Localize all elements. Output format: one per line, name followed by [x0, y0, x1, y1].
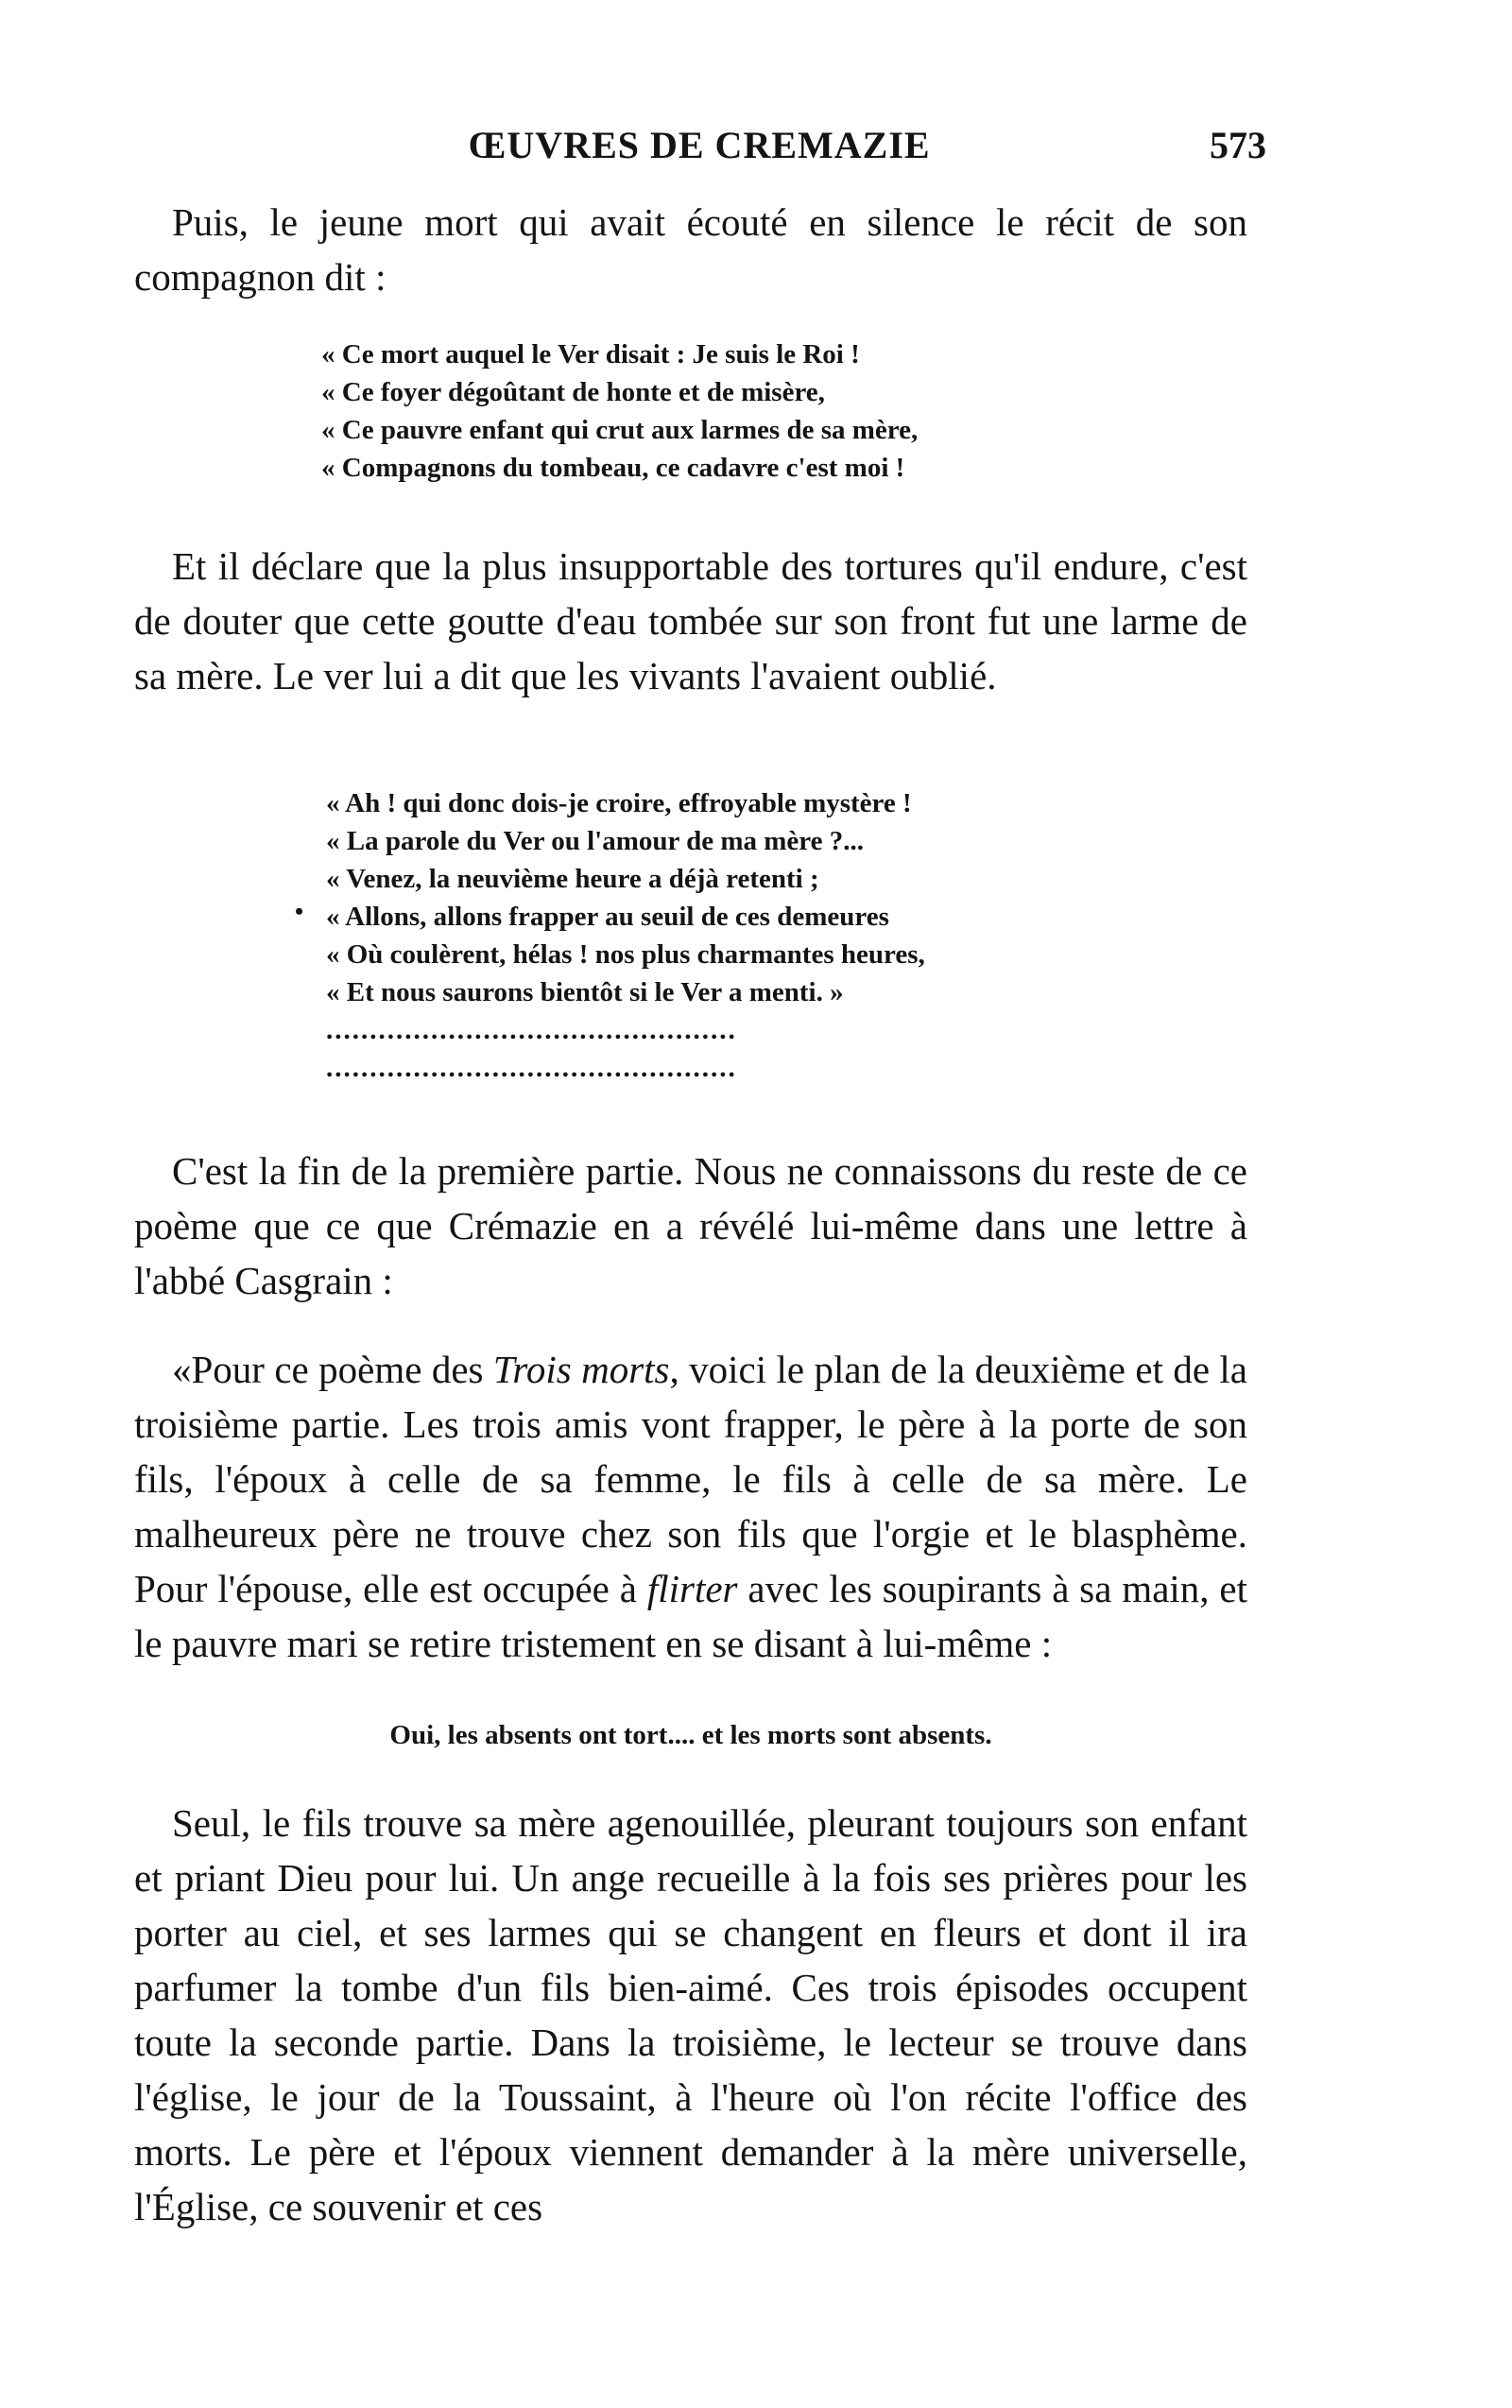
verse-line: « Allons, allons frapper au seuil de ces demeures: [326, 902, 889, 932]
running-title: ŒUVRES DE CREMAZIE: [468, 124, 931, 166]
paragraph-1: Puis, le jeune mort qui avait écouté en silence le récit de son compagnon dit :: [134, 200, 1247, 299]
verse-line: « Ah ! qui donc dois-je croire, effroyable mystère !: [326, 788, 912, 818]
ellipsis-line: ...............................................: [326, 1053, 737, 1083]
paragraph-2: Et il déclare que la plus insupportable des tortures qu'il endure, c'est de douter que cette goutte d'eau tombée sur son front fut une larme de sa mère. Le ver lui a dit que les vivants l'avaient oublié.: [134, 544, 1247, 697]
italic-title: Trois morts: [492, 1348, 670, 1391]
verse-line: « Où coulèrent, hélas ! nos plus charmantes heures,: [326, 939, 925, 970]
verse-line: « Compagnons du tombeau, ce cadavre c'est moi !: [321, 453, 905, 483]
page-number: 573: [1210, 124, 1266, 166]
verse-line: « Et nous saurons bientôt si le Ver a menti. »: [326, 977, 844, 1007]
paragraph-3: C'est la fin de la première partie. Nous ne connaissons du reste de ce poème que ce que Crémazie en a révélé lui-même dans une lettre à l'abbé Casgrain :: [134, 1149, 1247, 1302]
verse-line: « Venez, la neuvième heure a déjà retenti ;: [326, 864, 819, 894]
verse-line: « Ce foyer dégoûtant de honte et de misère,: [321, 377, 825, 407]
paragraph-4-part-1: «Pour ce poème des: [172, 1348, 493, 1391]
verse-line: « La parole du Ver ou l'amour de ma mère ?...: [326, 826, 865, 856]
centered-quote: Oui, les absents ont tort.... et les morts sont absents.: [389, 1720, 992, 1750]
margin-mark: •: [295, 898, 304, 925]
paragraph-5: Seul, le fils trouve sa mère agenouillée, pleurant toujours son enfant et priant Dieu pour lui. Un ange recueille à la fois ses prières pour les porter au ciel, et ses larmes qui se changent en fleurs et dont il ira parfumer la tombe d'un fils bien-aimé. Ces trois épisodes occupent toute la seconde partie. Dans la troisième, le lecteur se trouve dans l'église, le jour de la Toussaint, à l'heure où l'on récite l'office des morts. Le père et l'époux viennent demander à la mère universelle, l'Église, ce souvenir et ces: [134, 1801, 1247, 2228]
verse-block-1: [321, 335, 918, 487]
verse-line: « Ce pauvre enfant qui crut aux larmes de sa mère,: [321, 415, 919, 445]
paragraph-4: [134, 1342, 1247, 1671]
italic-word: flirter: [646, 1567, 738, 1610]
verse-line: « Ce mort auquel le Ver disait : Je suis le Roi !: [321, 339, 860, 370]
ellipsis-line: ...............................................: [326, 1015, 737, 1045]
page-header: [132, 123, 1266, 170]
paragraph-4-part-3: avec les soupirants à sa main, et le pauvre mari se retire tristement en se disant à lui-même :: [134, 1567, 1247, 1665]
paragraph-4-part-2: , voici le plan de la deuxième et de la troisième partie. Les trois amis vont frapper, le père à la porte de son fils, l'époux à celle de sa femme, le fils à celle de sa mère. Le malheureux père ne trouve chez son fils que l'orgie et le blasphème. Pour l'épouse, elle est occupée à: [134, 1348, 1248, 1610]
verse-block-2: [326, 784, 997, 1087]
